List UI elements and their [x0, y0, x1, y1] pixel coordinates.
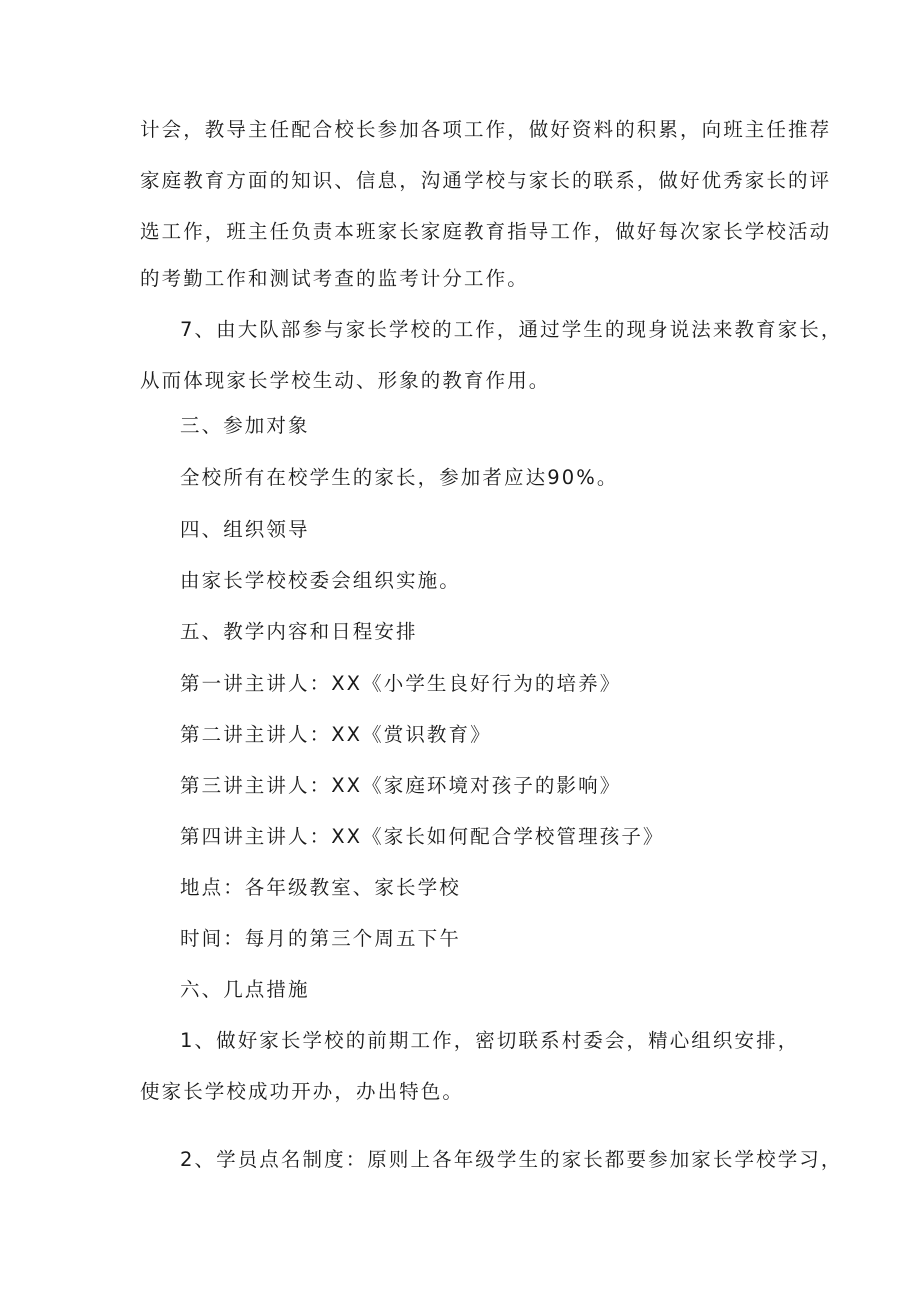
section-heading-3: 三、参加对象 [180, 414, 310, 437]
section-heading-5: 五、教学内容和日程安排 [180, 620, 418, 643]
paragraph-line-1: 计会，教导主任配合校长参加各项工作，做好资料的积累，向班主任推荐 [140, 118, 832, 141]
paragraph-line-6: 从而体现家长学校生动、形象的教育作用。 [140, 369, 551, 392]
lecture-item-3: 第三讲主讲人：XX《家庭环境对孩子的影响》 [180, 774, 622, 797]
lecture-item-2: 第二讲主讲人：XX《赏识教育》 [180, 723, 492, 746]
paragraph-line-8: 全校所有在校学生的家长，参加者应达90%。 [180, 466, 619, 489]
section-heading-6: 六、几点措施 [180, 978, 310, 1001]
measure-line-2: 2、学员点名制度：原则上各年级学生的家长都要参加家长学校学习， [180, 1148, 843, 1171]
lecture-item-1: 第一讲主讲人：XX《小学生良好行为的培养》 [180, 672, 622, 695]
section-heading-4: 四、组织领导 [180, 518, 310, 541]
paragraph-line-5: 7、由大队部参与家长学校的工作，通过学生的现身说法来教育家长， [180, 318, 843, 341]
paragraph-line-10: 由家长学校校委会组织实施。 [180, 569, 461, 592]
paragraph-line-3: 选工作，班主任负责本班家长家庭教育指导工作，做好每次家长学校活动 [140, 220, 832, 243]
measure-line-1-cont: 使家长学校成功开办，办出特色。 [140, 1080, 465, 1103]
location-line: 地点：各年级教室、家长学校 [180, 876, 461, 899]
measure-line-1: 1、做好家长学校的前期工作，密切联系村委会，精心组织安排， [180, 1029, 800, 1052]
lecture-item-4: 第四讲主讲人：XX《家长如何配合学校管理孩子》 [180, 825, 665, 848]
time-line: 时间：每月的第三个周五下午 [180, 927, 461, 950]
paragraph-line-2: 家庭教育方面的知识、信息，沟通学校与家长的联系，做好优秀家长的评 [140, 169, 832, 192]
paragraph-line-4: 的考勤工作和测试考查的监考计分工作。 [140, 267, 529, 290]
